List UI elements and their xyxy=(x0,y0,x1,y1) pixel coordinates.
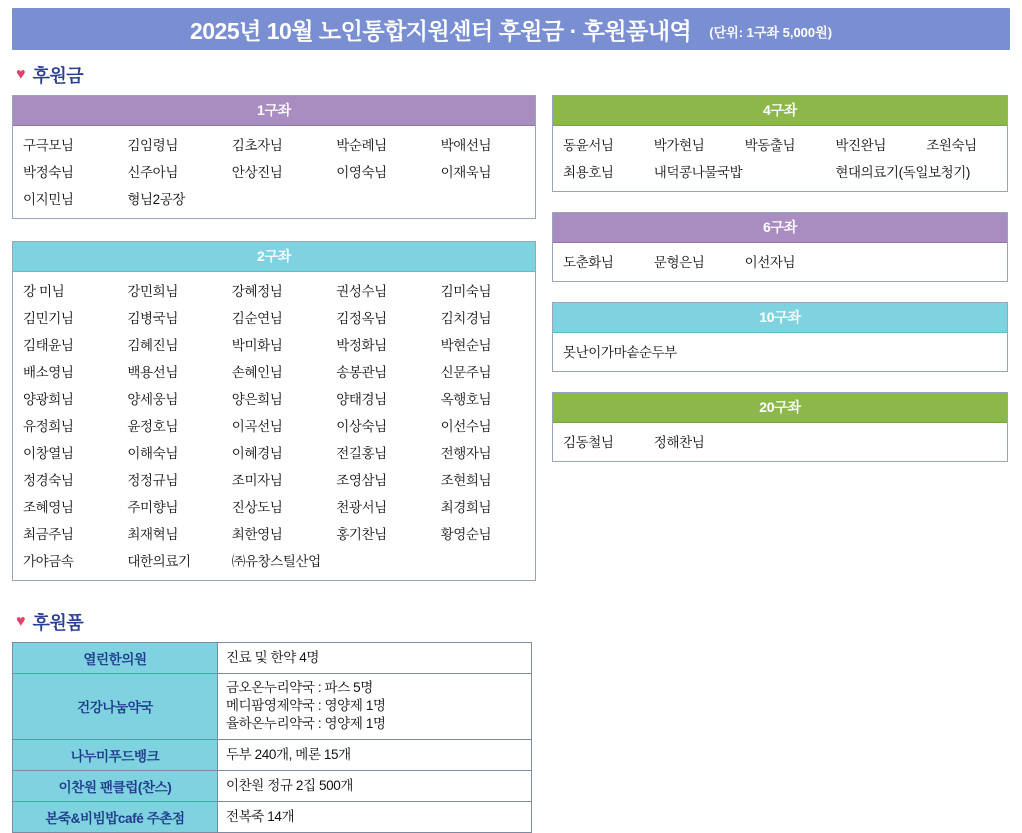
donor-name: 김치경님 xyxy=(440,311,492,326)
goods-items xyxy=(218,674,532,740)
donor-name: 최금주님 xyxy=(23,527,74,542)
donor-name: 이상숙님 xyxy=(336,419,387,434)
donor-name: 박정화님 xyxy=(336,338,387,353)
donor-name: 최재혁님 xyxy=(127,527,178,542)
goods-donor-name: 본죽&비빔밥café 주촌점 xyxy=(13,801,218,832)
donation-block-body xyxy=(553,126,1007,191)
table-row xyxy=(13,770,532,801)
donor-name: 박동출님 xyxy=(744,138,796,153)
donor-name: 양세웅님 xyxy=(127,392,178,407)
donation-block-body xyxy=(13,272,535,580)
goods-items xyxy=(218,643,532,674)
donor-name: 이창열님 xyxy=(23,446,74,461)
donor-grid xyxy=(553,338,1007,365)
goods-donor-name: 열린한의원 xyxy=(13,643,218,674)
donor-name: 양은희님 xyxy=(231,392,283,407)
donor-name: 주미향님 xyxy=(127,500,178,515)
donor-name: 이영숙님 xyxy=(336,165,387,180)
donor-name: 천광서님 xyxy=(336,500,387,515)
goods-items xyxy=(218,770,532,801)
donor-name: 김정옥님 xyxy=(336,311,387,326)
donor-name: 형님2공장 xyxy=(127,192,186,207)
donor-grid xyxy=(553,428,1007,455)
donor-name: 유정희님 xyxy=(23,419,74,434)
donor-name: 양태경님 xyxy=(336,392,387,407)
donor-name: 안상진님 xyxy=(231,165,283,180)
donor-name: 신주아님 xyxy=(127,165,178,180)
donor-name: 진상도님 xyxy=(231,500,283,515)
donor-grid xyxy=(13,277,535,574)
donor-name: 최용호님 xyxy=(563,165,614,180)
donor-name: 김임령님 xyxy=(127,138,178,153)
donor-name: 박애선님 xyxy=(440,138,492,153)
donor-name: 김병국님 xyxy=(127,311,178,326)
donation-block-2gujwa xyxy=(12,241,536,581)
table-row xyxy=(13,739,532,770)
donor-name: 김태윤님 xyxy=(23,338,74,353)
donor-name: 조혜영님 xyxy=(23,500,74,515)
donor-name: 도춘화님 xyxy=(563,255,614,270)
donation-block-20gujwa xyxy=(552,392,1008,462)
donation-block-body xyxy=(553,333,1007,371)
goods-item-line: 두부 240개, 메론 15개 xyxy=(226,746,351,762)
goods-item-line: 메디팜영제약국 : 영양제 1명 xyxy=(226,698,386,714)
donor-name: 최경희님 xyxy=(440,500,492,515)
donor-name: ㈜유창스틸산업 xyxy=(231,554,321,569)
donor-name: 문형은님 xyxy=(653,255,705,270)
donation-columns xyxy=(12,95,1010,595)
donor-name: 강민희님 xyxy=(127,284,178,299)
donation-block-1gujwa xyxy=(12,95,536,219)
donor-name: 옥행호님 xyxy=(440,392,492,407)
donor-name: 정해찬님 xyxy=(653,435,705,450)
donation-block-title: 2구좌 xyxy=(13,242,535,272)
donor-name: 최한영님 xyxy=(231,527,283,542)
donor-grid xyxy=(553,131,1007,185)
donor-name: 이지민님 xyxy=(23,192,74,207)
goods-item-line: 전복죽 14개 xyxy=(226,808,295,824)
unit-note: (단위: 1구좌 5,000원) xyxy=(709,25,833,40)
section-label-donation-money: 후원금 xyxy=(32,66,84,86)
donor-name: 전길홍님 xyxy=(336,446,387,461)
donor-name: 동윤서님 xyxy=(563,138,614,153)
donation-block-title: 6구좌 xyxy=(553,213,1007,243)
donor-name: 조미자님 xyxy=(231,473,283,488)
donor-name: 박미화님 xyxy=(231,338,283,353)
goods-item-line: 이찬원 정규 2집 500개 xyxy=(226,777,353,793)
donor-name: 신문주님 xyxy=(440,365,492,380)
donor-name: 이선수님 xyxy=(440,419,492,434)
donor-name: 구극모님 xyxy=(23,138,74,153)
donor-name: 김초자님 xyxy=(231,138,283,153)
donor-name: 이재욱님 xyxy=(440,165,492,180)
donation-block-body xyxy=(553,243,1007,281)
donation-column-left xyxy=(12,95,536,595)
table-row xyxy=(13,801,532,832)
goods-item-line: 진료 및 한약 4명 xyxy=(226,649,320,665)
donor-name: 김동철님 xyxy=(563,435,614,450)
donor-name: 이곡선님 xyxy=(231,419,283,434)
goods-donor-name: 나누미푸드뱅크 xyxy=(13,739,218,770)
page-title: 2025년 10월 노인통합지원센터 후원금 · 후원품내역 xyxy=(189,17,692,44)
donor-grid xyxy=(13,131,535,212)
table-row xyxy=(13,643,532,674)
section-heading-donation-money xyxy=(16,62,1010,88)
section-heading-donation-goods xyxy=(16,609,1010,635)
donor-name: 황영순님 xyxy=(440,527,492,542)
donor-name: 조영삼님 xyxy=(336,473,387,488)
donation-block-4gujwa xyxy=(552,95,1008,192)
donor-name: 가야금속 xyxy=(23,554,74,569)
donation-block-title: 20구좌 xyxy=(553,393,1007,423)
donor-name: 조원숙님 xyxy=(926,138,977,153)
donor-name: 박순례님 xyxy=(336,138,387,153)
document-page xyxy=(0,8,1022,826)
goods-items xyxy=(218,801,532,832)
donor-name: 박가현님 xyxy=(653,138,705,153)
donor-name: 박정숙님 xyxy=(23,165,74,180)
table-row xyxy=(13,674,532,740)
donor-name: 강 미님 xyxy=(23,284,65,299)
donor-name: 박진완님 xyxy=(835,138,886,153)
donation-block-title: 4구좌 xyxy=(553,96,1007,126)
section-label-donation-goods: 후원품 xyxy=(32,613,84,633)
donation-block-6gujwa xyxy=(552,212,1008,282)
donation-block-title: 10구좌 xyxy=(553,303,1007,333)
donor-name: 김민기님 xyxy=(23,311,74,326)
donor-name: 윤정호님 xyxy=(127,419,178,434)
donation-block-body xyxy=(553,423,1007,461)
donation-goods-table xyxy=(12,642,532,833)
donor-name: 김혜진님 xyxy=(127,338,178,353)
donor-name: 강혜정님 xyxy=(231,284,283,299)
donation-block-10gujwa xyxy=(552,302,1008,372)
donation-block-title: 1구좌 xyxy=(13,96,535,126)
donor-name: 손혜인님 xyxy=(231,365,283,380)
goods-donor-name: 건강나눔약국 xyxy=(13,674,218,740)
donation-block-body xyxy=(13,126,535,218)
donor-name: 이혜경님 xyxy=(231,446,283,461)
donor-name: 홍기찬님 xyxy=(336,527,387,542)
donor-name: 정정규님 xyxy=(127,473,178,488)
heart-icon: ♥ xyxy=(16,66,26,83)
donor-name: 김미숙님 xyxy=(440,284,492,299)
donor-grid xyxy=(553,248,1007,275)
donor-name: 이선자님 xyxy=(744,255,796,270)
donor-name: 내덕콩나물국밥 xyxy=(653,165,743,180)
goods-item-line: 금오온누리약국 : 파스 5명 xyxy=(226,680,373,695)
donor-name: 이해숙님 xyxy=(127,446,178,461)
donor-name: 배소영님 xyxy=(23,365,74,380)
donor-name: 현대의료기(독일보청기) xyxy=(835,165,970,180)
donation-column-right xyxy=(552,95,1008,476)
donor-name: 전행자님 xyxy=(440,446,492,461)
donor-name: 정경숙님 xyxy=(23,473,74,488)
donor-name: 양광희님 xyxy=(23,392,74,407)
donor-name: 조현희님 xyxy=(440,473,492,488)
donor-name: 박현순님 xyxy=(440,338,492,353)
donor-name: 권성수님 xyxy=(336,284,387,299)
donor-name: 못난이가마솥순두부 xyxy=(563,345,677,360)
goods-items xyxy=(218,739,532,770)
goods-donor-name: 이찬원 팬클럽(찬스) xyxy=(13,770,218,801)
heart-icon: ♥ xyxy=(16,613,26,630)
page-title-banner xyxy=(12,8,1010,50)
goods-item-line: 율하온누리약국 : 영양제 1명 xyxy=(226,716,386,732)
donor-name: 백용선님 xyxy=(127,365,178,380)
donor-name: 송봉관님 xyxy=(336,365,387,380)
donor-name: 김순연님 xyxy=(231,311,283,326)
donor-name: 대한의료기 xyxy=(127,554,191,569)
